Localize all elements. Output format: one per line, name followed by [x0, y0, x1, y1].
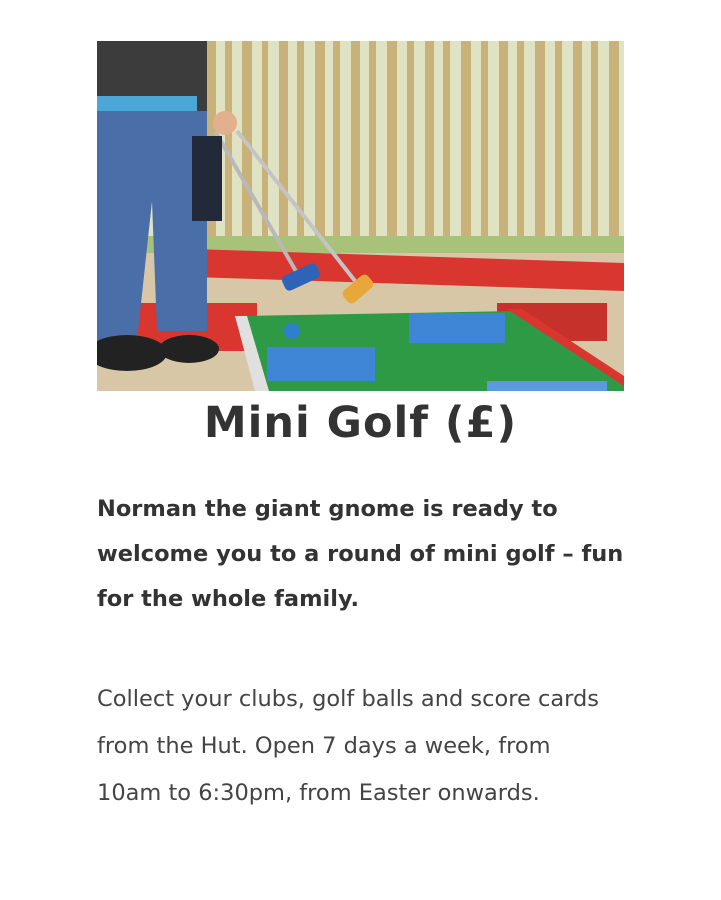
intro-text: Norman the giant gnome is ready to welcome you to a round of mini golf – fun for the whole family. [97, 496, 624, 612]
page-title: Mini Golf (£) [203, 398, 518, 448]
mini-golf-photo [97, 41, 624, 391]
details-text: Collect your clubs, golf balls and score cards from the Hut. Open 7 days a week, from 10am to 6:30pm, from Easter onwards. [97, 686, 600, 806]
